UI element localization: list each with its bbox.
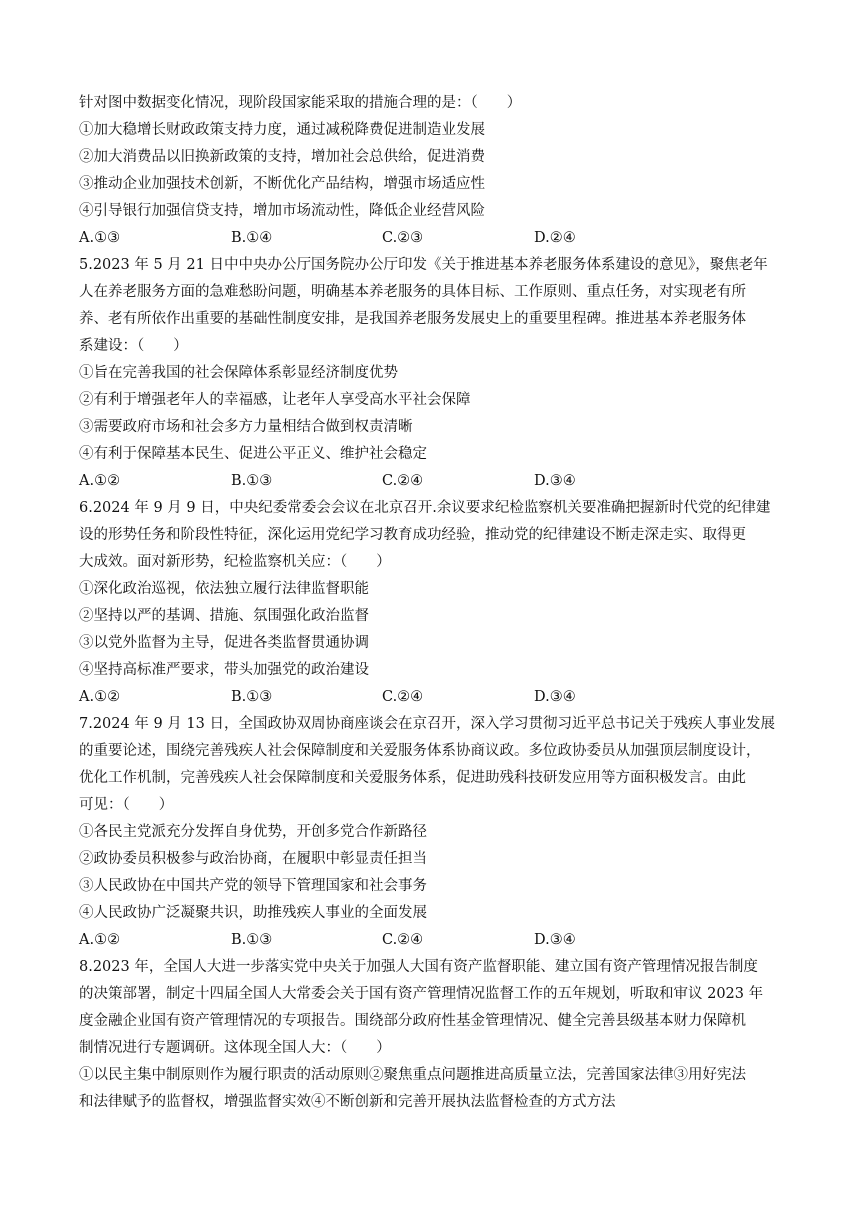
question-8-stem-line: 制情况进行专题调研。这体现全国人大：（ ） xyxy=(79,1040,391,1056)
question-5-item-1: ①旨在完善我国的社会保障体系彰显经济制度优势 xyxy=(79,365,398,381)
option-d[interactable]: D.③④ xyxy=(534,473,576,489)
option-a[interactable]: A.①② xyxy=(79,689,121,705)
question-6-item-4: ④坚持高标准严要求，带头加强党的政治建设 xyxy=(79,662,369,678)
option-d[interactable]: D.③④ xyxy=(534,932,576,948)
option-d[interactable]: D.③④ xyxy=(534,689,576,705)
question-7-options xyxy=(79,930,699,950)
option-c[interactable]: C.②④ xyxy=(382,932,424,948)
question-6-stem-line: 设的形势任务和阶段性特征，深化运用党纪学习教育成功经验，推动党的纪律建设不断走深走实、取得更 xyxy=(79,527,746,543)
question-5-stem-line: 系建设：（ ） xyxy=(79,338,188,354)
question-6-item-2: ②坚持以严的基调、措施、氛围强化政治监督 xyxy=(79,608,369,624)
question-7-item-4: ④人民政协广泛凝聚共识，助推残疾人事业的全面发展 xyxy=(79,905,427,921)
question-6-item-3: ③以党外监督为主导，促进各类监督贯通协调 xyxy=(79,635,369,651)
question-5-item-4: ④有利于保障基本民生、促进公平正义、维护社会稳定 xyxy=(79,446,427,462)
question-8-items-line: ①以民主集中制原则作为履行职责的活动原则②聚焦重点问题推进高质量立法，完善国家法律③用好宪法 xyxy=(79,1067,746,1083)
question-7-item-2: ②政协委员积极参与政治协商，在履职中彰显责任担当 xyxy=(79,851,427,867)
question-7-stem-line: 的重要论述，围绕完善残疾人社会保障制度和关爱服务体系协商议政。多位政协委员从加强顶层制度设计， xyxy=(79,743,761,759)
question-4-options xyxy=(79,228,699,248)
option-a[interactable]: A.①② xyxy=(79,932,121,948)
question-5-item-2: ②有利于增强老年人的幸福感，让老年人享受高水平社会保障 xyxy=(79,392,471,408)
question-6-options xyxy=(79,687,699,707)
option-b[interactable]: B.①③ xyxy=(231,932,273,948)
question-7-stem-line: 可见：（ ） xyxy=(79,797,174,813)
option-c[interactable]: C.②③ xyxy=(382,230,424,246)
question-6-stem-line: 大成效。面对新形势，纪检监察机关应：（ ） xyxy=(79,554,391,570)
option-a[interactable]: A.①③ xyxy=(79,230,121,246)
option-a[interactable]: A.①② xyxy=(79,473,121,489)
option-b[interactable]: B.①③ xyxy=(231,689,273,705)
question-7-stem-line: 优化工作机制，完善残疾人社会保障制度和关爱服务体系，促进助残科技研发应用等方面积极发言。由此 xyxy=(79,770,746,786)
question-4-item-3: ③推动企业加强技术创新，不断优化产品结构，增强市场适应性 xyxy=(79,176,485,192)
question-4-item-1: ①加大稳增长财政政策支持力度，通过减税降费促进制造业发展 xyxy=(79,122,485,138)
question-4-item-2: ②加大消费品以旧换新政策的支持，增加社会总供给，促进消费 xyxy=(79,149,485,165)
question-8-stem-line: 的决策部署，制定十四届全国人大常委会关于国有资产管理情况监督工作的五年规划，听取和审议 2023 年 xyxy=(79,986,764,1002)
question-8-stem-line: 8.2023 年，全国人大进一步落实党中央关于加强人大国有资产监督职能、建立国有资产管理情况报告制度 xyxy=(79,959,758,975)
question-5-stem-line: 养、老有所依作出重要的基础性制度安排，是我国养老服务发展史上的重要里程碑。推进基本养老服务体 xyxy=(79,311,746,327)
option-b[interactable]: B.①④ xyxy=(231,230,273,246)
question-8-stem-line: 度金融企业国有资产管理情况的专项报告。围绕部分政府性基金管理情况、健全完善县级基本财力保障机 xyxy=(79,1013,746,1029)
question-5-options xyxy=(79,471,699,491)
question-7-item-3: ③人民政协在中国共产党的领导下管理国家和社会事务 xyxy=(79,878,427,894)
option-c[interactable]: C.②④ xyxy=(382,689,424,705)
question-7-item-1: ①各民主党派充分发挥自身优势，开创多党合作新路径 xyxy=(79,824,427,840)
question-7-stem-line: 7.2024 年 9 月 13 日，全国政协双周协商座谈会在京召开，深入学习贯彻习近平总书记关于残疾人事业发展 xyxy=(79,716,775,732)
option-b[interactable]: B.①③ xyxy=(231,473,273,489)
question-6-stem-line: 6.2024 年 9 月 9 日，中央纪委常委会会议在北京召开.余议要求纪检监察机关要准确把握新时代党的纪律建 xyxy=(79,500,771,516)
question-5-item-3: ③需要政府市场和社会多方力量相结合做到权责清晰 xyxy=(79,419,413,435)
question-4-stem: 针对图中数据变化情况，现阶段国家能采取的措施合理的是：（ ） xyxy=(79,95,522,111)
question-4-item-4: ④引导银行加强信贷支持，增加市场流动性，降低企业经营风险 xyxy=(79,203,485,219)
question-5-stem-line: 人在养老服务方面的急难愁盼问题，明确基本养老服务的具体目标、工作原则、重点任务，对实现老有所 xyxy=(79,284,746,300)
question-8-items-line: 和法律赋予的监督权，增强监督实效④不断创新和完善开展执法监督检查的方式方法 xyxy=(79,1094,616,1110)
question-5-stem-line: 5.2023 年 5 月 21 日中中央办公厅国务院办公厅印发《关于推进基本养老服务体系建设的意见》，聚焦老年 xyxy=(79,257,768,273)
option-d[interactable]: D.②④ xyxy=(534,230,576,246)
question-6-item-1: ①深化政治巡视，依法独立履行法律监督职能 xyxy=(79,581,369,597)
option-c[interactable]: C.②④ xyxy=(382,473,424,489)
